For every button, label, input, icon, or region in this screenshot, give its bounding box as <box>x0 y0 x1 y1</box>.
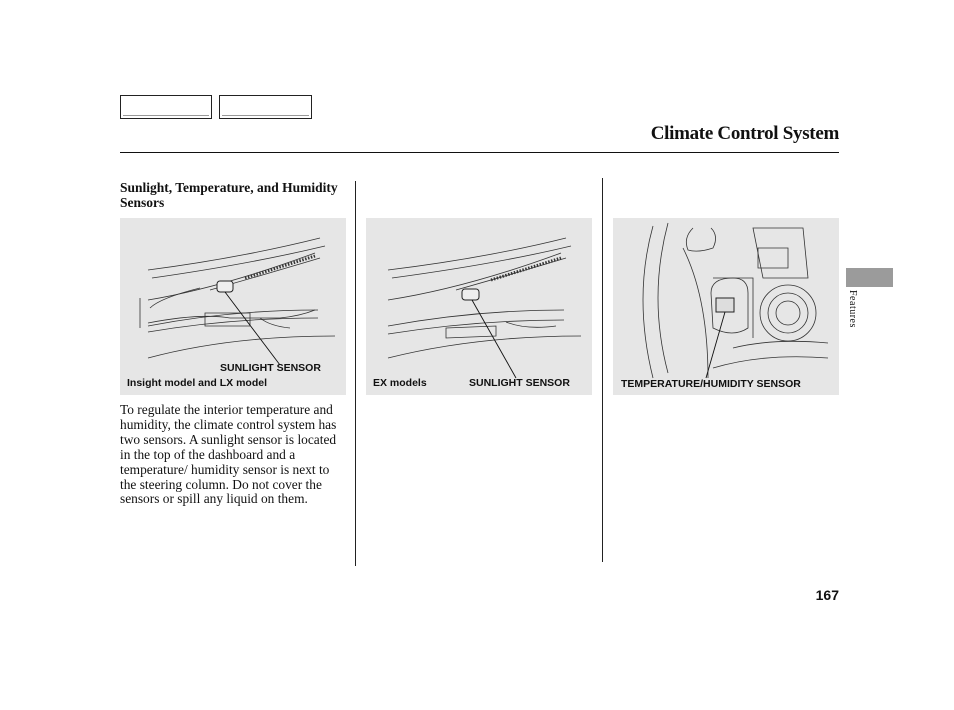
figure-callout: SUNLIGHT SENSOR <box>469 377 570 389</box>
column-divider-1 <box>355 181 356 566</box>
chapter-tab <box>846 268 893 287</box>
sunlight-sensor-marker <box>462 289 479 300</box>
temperature-humidity-sensor-illustration <box>613 218 839 395</box>
title-divider <box>120 152 839 153</box>
figure-model-label: EX models <box>373 377 427 389</box>
column-divider-2 <box>602 178 603 562</box>
section-body-text: To regulate the interior temperature and humidity, the climate control system has two sensors. A sunlight sensor is located in the top of the dashboard and a temperature/ humidity sensor is next to the steering column. Do not cover the sensors or spill any liquid on them. <box>120 402 337 507</box>
chapter-tab-label: Features <box>847 290 858 328</box>
page-title: Climate Control System <box>650 123 839 144</box>
figure-callout: TEMPERATURE/HUMIDITY SENSOR <box>621 378 801 390</box>
temperature-humidity-sensor-marker <box>716 298 734 312</box>
page-number: 167 <box>815 587 839 603</box>
section-heading: Sunlight, Temperature, and Humidity Sensors <box>120 180 338 210</box>
sunlight-sensor-marker <box>217 281 233 292</box>
next-page-button[interactable] <box>219 95 312 119</box>
dashboard-top-drawing <box>366 218 592 395</box>
steering-column-drawing <box>613 218 839 395</box>
previous-page-button[interactable] <box>120 95 212 119</box>
figure-model-label: Insight model and LX model <box>127 377 268 389</box>
sunlight-sensor-illustration-ex <box>366 218 592 395</box>
figure-callout: SUNLIGHT SENSOR <box>220 362 321 374</box>
sunlight-sensor-illustration-insight-lx <box>120 218 346 395</box>
